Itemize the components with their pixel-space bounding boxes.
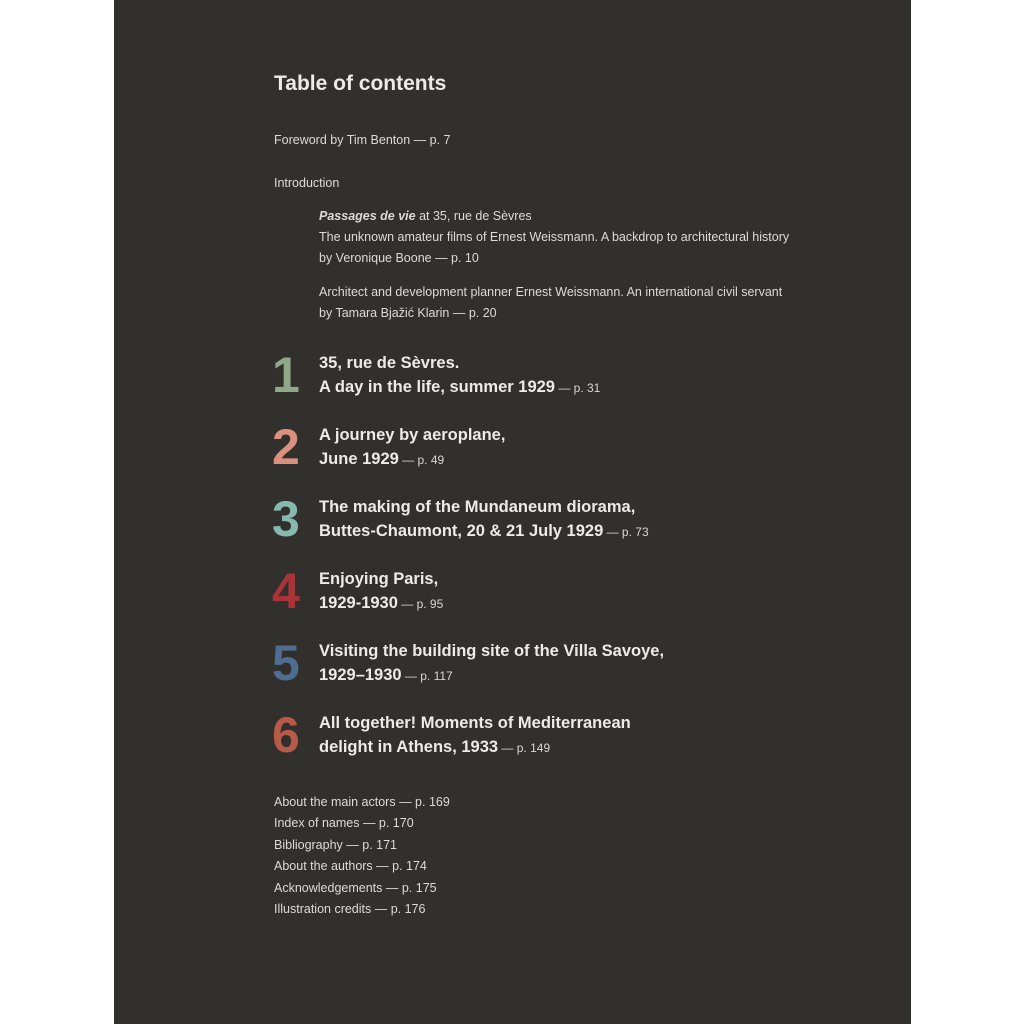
chapter-title-1-line2-text: A day in the life, summer 1929 xyxy=(319,378,555,396)
intro-essay-1-subtitle: The unknown amateur films of Ernest Weissmann. A backdrop to architectural history xyxy=(319,230,790,244)
chapter-number-1: 1 xyxy=(272,347,300,403)
chapter-page-2: — p. 49 xyxy=(398,453,445,467)
chapter-number-2: 2 xyxy=(272,419,300,475)
chapter-title-3-line2-text: Buttes-Chaumont, 20 & 21 July 1929 xyxy=(319,522,604,540)
intro-essay-2-title: Architect and development planner Ernest Weissmann. An international civil servant xyxy=(319,285,783,299)
back-matter-item: Bibliography — p. 171 xyxy=(274,837,397,852)
chapter-title-2-line1: A journey by aeroplane, xyxy=(319,426,506,444)
chapter-title-5-line2-text: 1929–1930 xyxy=(319,666,402,684)
chapter-title-4-line1: Enjoying Paris, xyxy=(319,570,439,588)
chapter-number-6: 6 xyxy=(272,707,300,763)
chapter-page-6: — p. 149 xyxy=(498,741,551,755)
intro-essay-2 xyxy=(319,282,782,324)
chapter-title-3-line1: The making of the Mundaneum diorama, xyxy=(319,498,636,516)
chapter-title-3-line2 xyxy=(319,519,649,543)
back-matter-item: Acknowledgements — p. 175 xyxy=(274,880,437,895)
chapter-title-2-line2-text: June 1929 xyxy=(319,450,399,468)
chapter-page-4: — p. 95 xyxy=(397,597,444,611)
chapter-text-4 xyxy=(319,567,443,615)
chapter-title-5-line1: Visiting the building site of the Villa Savoye, xyxy=(319,642,665,660)
book-page xyxy=(114,0,911,1024)
chapter-text-2 xyxy=(319,423,505,471)
back-matter-item: Illustration credits — p. 176 xyxy=(274,901,426,916)
chapter-text-3 xyxy=(319,495,649,543)
chapter-number-5: 5 xyxy=(272,635,300,691)
chapter-title-6-line2 xyxy=(319,735,631,759)
chapter-title-4-line2-text: 1929-1930 xyxy=(319,594,398,612)
intro-essay-1-byline: by Veronique Boone — p. 10 xyxy=(319,251,479,265)
intro-essay-2-byline: by Tamara Bjažić Klarin — p. 20 xyxy=(319,306,497,320)
chapter-title-6-line1: All together! Moments of Mediterranean xyxy=(319,714,631,732)
back-matter-item: About the authors — p. 174 xyxy=(274,859,427,874)
back-matter-item: About the main actors — p. 169 xyxy=(274,795,450,809)
back-matter-item: Index of names — p. 170 xyxy=(274,816,414,831)
foreword-entry: Foreword by Tim Benton — p. 7 xyxy=(274,133,451,147)
intro-essay-1 xyxy=(319,206,789,269)
chapter-title-1-line2 xyxy=(319,375,600,399)
chapter-title-2-line2 xyxy=(319,447,505,471)
chapter-text-6 xyxy=(319,711,631,759)
intro-essay-1-title-italic: Passages de vie xyxy=(319,209,416,223)
intro-essay-1-title xyxy=(319,206,789,227)
chapter-page-5: — p. 117 xyxy=(401,669,453,683)
chapter-number-3: 3 xyxy=(272,491,300,547)
chapter-title-5-line2 xyxy=(319,663,664,687)
introduction-heading: Introduction xyxy=(274,176,340,190)
chapter-page-1: — p. 31 xyxy=(554,381,601,395)
chapter-page-3: — p. 73 xyxy=(603,525,649,539)
intro-essay-1-title-rest: at 35, rue de Sèvres xyxy=(415,209,532,223)
chapter-number-4: 4 xyxy=(272,563,300,619)
back-matter-list xyxy=(274,792,450,920)
chapter-text-1 xyxy=(319,351,600,399)
chapter-text-5 xyxy=(319,639,664,687)
page-title: Table of contents xyxy=(274,72,447,95)
chapter-title-6-line2-text: delight in Athens, 1933 xyxy=(319,738,499,756)
chapter-title-1-line1: 35, rue de Sèvres. xyxy=(319,354,460,372)
chapter-title-4-line2 xyxy=(319,591,443,615)
